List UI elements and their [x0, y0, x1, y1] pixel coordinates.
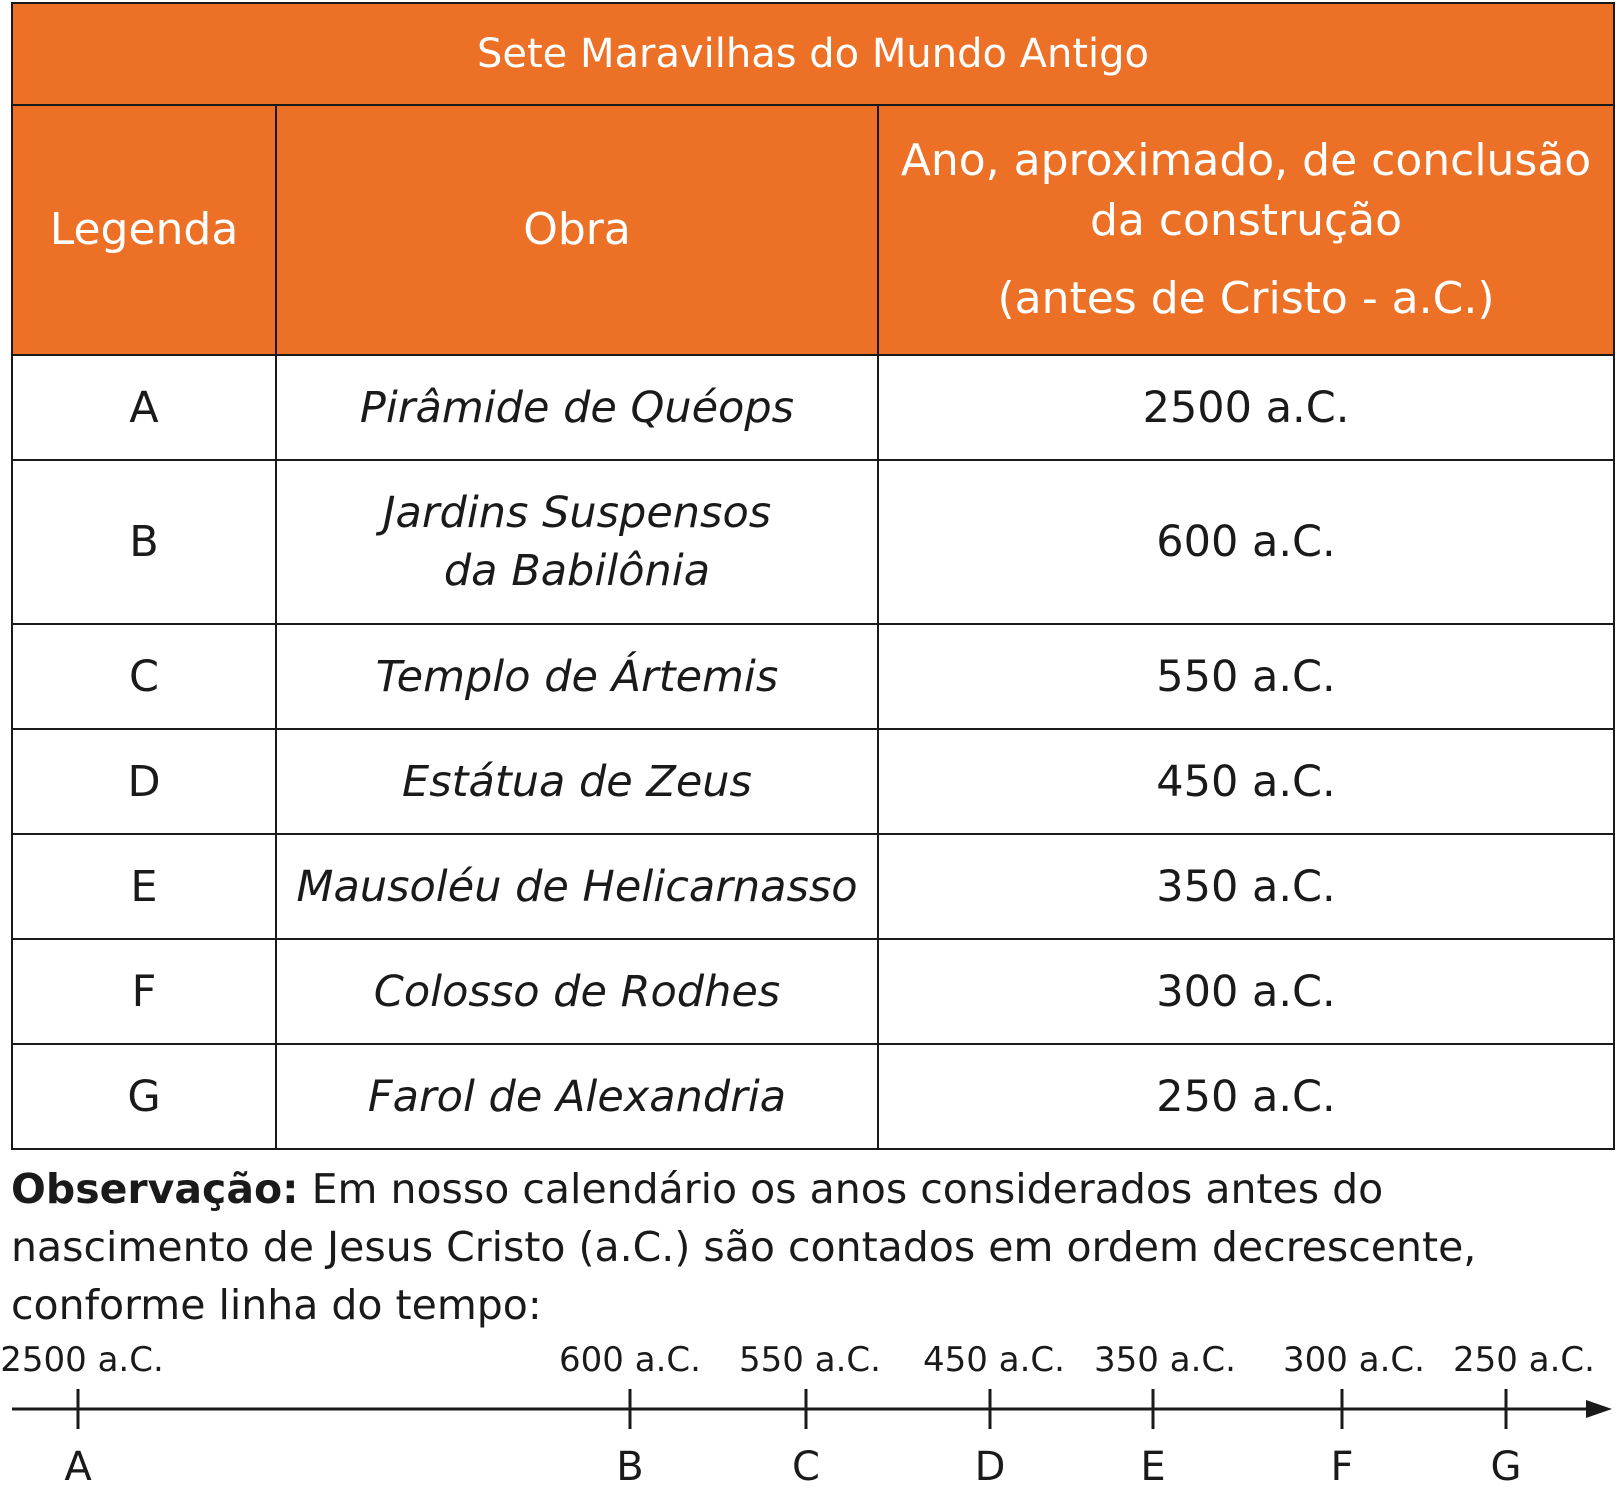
cell-legenda: D — [12, 729, 276, 834]
cell-obra: Farol de Alexandria — [276, 1044, 878, 1149]
table-row — [12, 939, 1614, 1044]
timeline-ticks — [0, 1340, 1595, 1490]
header-ano-line2: da construção — [1089, 195, 1403, 246]
observation-text: Em nosso calendário os anos considerados antes do nascimento de Jesus Cristo (a.C.) são contados em ordem decrescente, conforme linha do tempo: — [11, 1165, 1477, 1329]
timeline-year-label: 2500 a.C. — [0, 1340, 164, 1380]
cell-obra-line1: Jardins Suspensos — [382, 488, 772, 538]
cell-ano: 600 a.C. — [878, 460, 1614, 624]
header-ano-line3: (antes de Cristo - a.C.) — [997, 273, 1495, 324]
timeline-letter-label: C — [792, 1444, 820, 1490]
table-row — [12, 460, 1614, 624]
table-title-row — [12, 3, 1614, 105]
cell-obra-line2: da Babilônia — [443, 546, 711, 596]
cell-legenda: B — [12, 460, 276, 624]
timeline-year-label: 450 a.C. — [923, 1340, 1065, 1380]
timeline-year-label: 350 a.C. — [1094, 1340, 1236, 1380]
cell-ano: 450 a.C. — [878, 729, 1614, 834]
cell-obra: Mausoléu de Helicarnasso — [276, 834, 878, 939]
timeline — [0, 1300, 1622, 1494]
cell-ano: 300 a.C. — [878, 939, 1614, 1044]
cell-ano: 550 a.C. — [878, 624, 1614, 729]
timeline-letter-label: E — [1140, 1444, 1166, 1490]
cell-obra: Estátua de Zeus — [276, 729, 878, 834]
timeline-letter-label: B — [616, 1444, 644, 1490]
timeline-letter-label: F — [1330, 1444, 1354, 1490]
cell-ano: 250 a.C. — [878, 1044, 1614, 1149]
cell-legenda: F — [12, 939, 276, 1044]
timeline-year-label: 250 a.C. — [1453, 1340, 1595, 1380]
timeline-letter-label: A — [64, 1444, 92, 1490]
header-ano — [878, 105, 1614, 355]
cell-obra — [276, 460, 878, 624]
cell-obra: Pirâmide de Quéops — [276, 355, 878, 460]
cell-legenda: C — [12, 624, 276, 729]
header-legenda: Legenda — [12, 105, 276, 355]
table-title: Sete Maravilhas do Mundo Antigo — [12, 3, 1614, 105]
cell-obra: Colosso de Rodhes — [276, 939, 878, 1044]
cell-legenda: A — [12, 355, 276, 460]
cell-ano: 2500 a.C. — [878, 355, 1614, 460]
cell-obra: Templo de Ártemis — [276, 624, 878, 729]
header-ano-line1: Ano, aproximado, de conclusão — [900, 135, 1592, 186]
timeline-year-label: 300 a.C. — [1283, 1340, 1425, 1380]
timeline-arrowhead — [1586, 1400, 1612, 1418]
timeline-year-label: 550 a.C. — [739, 1340, 881, 1380]
table-row — [12, 355, 1614, 460]
wonders-table — [11, 2, 1615, 1150]
observation-label: Observação: — [11, 1165, 299, 1213]
cell-legenda: G — [12, 1044, 276, 1149]
cell-ano: 350 a.C. — [878, 834, 1614, 939]
table-row — [12, 834, 1614, 939]
table-row — [12, 624, 1614, 729]
timeline-letter-label: G — [1490, 1444, 1522, 1490]
cell-legenda: E — [12, 834, 276, 939]
table-header-row — [12, 105, 1614, 355]
timeline-letter-label: D — [974, 1444, 1006, 1490]
timeline-year-label: 600 a.C. — [559, 1340, 701, 1380]
table-row — [12, 1044, 1614, 1149]
header-obra: Obra — [276, 105, 878, 355]
table-row — [12, 729, 1614, 834]
